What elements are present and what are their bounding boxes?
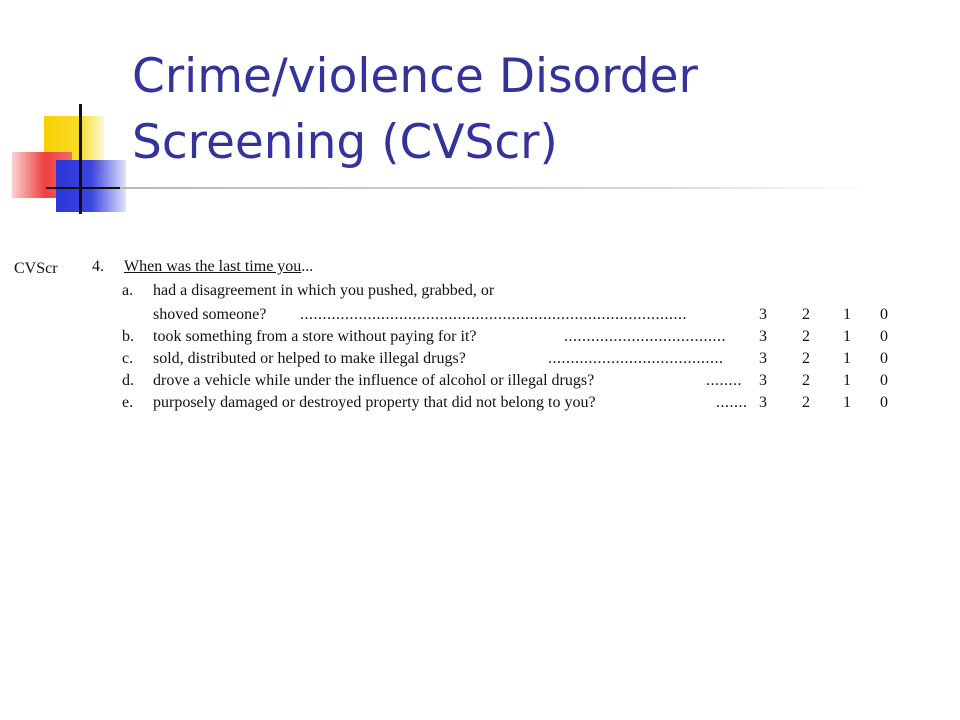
list-item	[0, 328, 960, 350]
item-text: purposely damaged or destroyed property that did not belong to you?	[153, 394, 596, 411]
question-text-underlined: When was the last time you	[124, 258, 302, 275]
score-value: 2	[802, 372, 810, 389]
vertical-rule-line	[79, 104, 82, 214]
decorative-logo	[0, 0, 140, 230]
score-value: 2	[802, 328, 810, 345]
score-value: 3	[759, 394, 767, 411]
dot-leader: .......	[716, 394, 748, 411]
dot-leader: .......................................	[548, 350, 724, 367]
score-value: 1	[843, 306, 851, 323]
score-value: 1	[843, 328, 851, 345]
slide-title-line-2: Screening (CVScr)	[132, 115, 558, 170]
dot-leader: ......................................................................................	[300, 306, 687, 323]
question-text-tail: ...	[301, 258, 314, 275]
question-text	[124, 258, 313, 276]
item-text: sold, distributed or helped to make illegal drugs?	[153, 350, 466, 367]
score-value: 0	[880, 350, 888, 367]
score-value: 3	[759, 328, 767, 345]
list-item	[0, 306, 960, 328]
item-letter: a.	[122, 282, 134, 299]
list-item	[0, 282, 960, 304]
item-letter: d.	[122, 372, 134, 389]
list-item	[0, 350, 960, 372]
list-item	[0, 372, 960, 394]
item-letter: e.	[122, 394, 134, 411]
item-letter: c.	[122, 350, 134, 367]
item-text: drove a vehicle while under the influence of alcohol or illegal drugs?	[153, 372, 595, 389]
score-value: 3	[759, 372, 767, 389]
score-value: 3	[759, 350, 767, 367]
score-value: 0	[880, 372, 888, 389]
score-value: 2	[802, 394, 810, 411]
score-value: 3	[759, 306, 767, 323]
score-value: 1	[843, 372, 851, 389]
questionnaire-excerpt	[0, 252, 960, 432]
list-item	[0, 394, 960, 416]
score-value: 1	[843, 394, 851, 411]
slide-title	[132, 44, 698, 176]
score-value: 0	[880, 328, 888, 345]
horizontal-rule-line	[46, 187, 130, 189]
blue-square-shape	[56, 160, 126, 212]
score-value: 1	[843, 350, 851, 367]
item-text: had a disagreement in which you pushed, grabbed, or	[153, 282, 495, 299]
score-value: 2	[802, 350, 810, 367]
dot-leader: ....................................	[564, 328, 726, 345]
item-text: took something from a store without paying for it?	[153, 328, 477, 345]
score-value: 0	[880, 394, 888, 411]
title-underline-rule	[120, 187, 870, 189]
score-value: 2	[802, 306, 810, 323]
item-letter: b.	[122, 328, 134, 345]
slide-title-line-1: Crime/violence Disorder	[132, 49, 698, 104]
section-code-label: CVScr	[14, 260, 58, 277]
question-number: 4.	[92, 258, 104, 275]
score-value: 0	[880, 306, 888, 323]
item-text: shoved someone?	[153, 306, 267, 323]
dot-leader: ........	[706, 372, 742, 389]
